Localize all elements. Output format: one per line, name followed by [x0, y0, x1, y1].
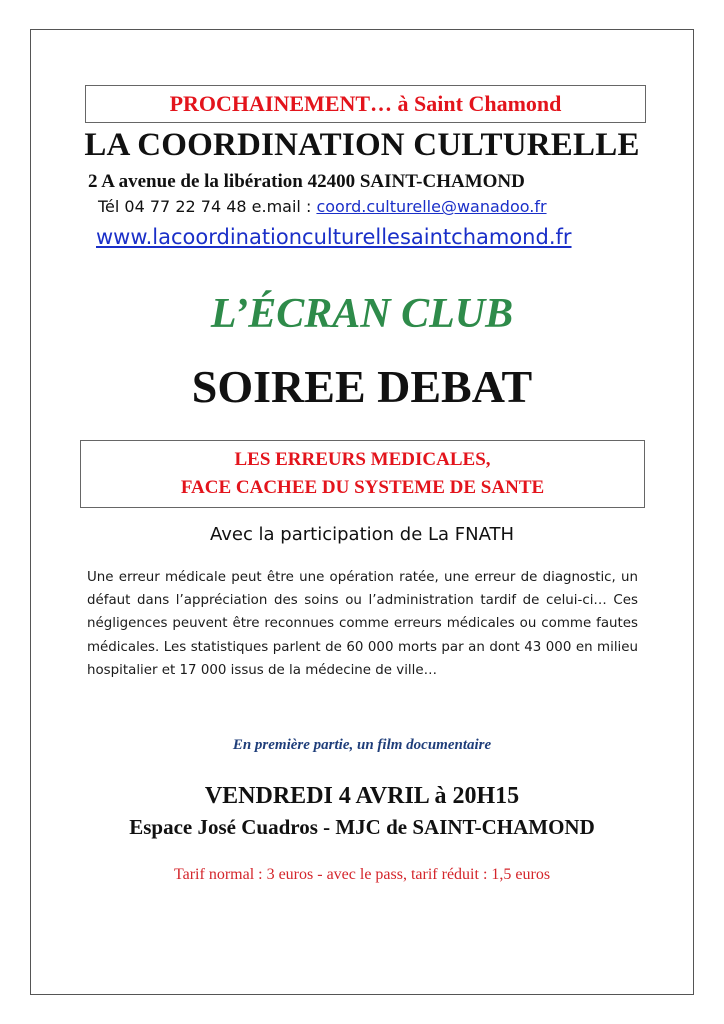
topic-box — [80, 440, 645, 508]
event-date: VENDREDI 4 AVRIL à 20H15 — [204, 783, 520, 809]
announcement-text: PROCHAINEMENT… à Saint Chamond — [169, 91, 562, 116]
topic-line-1: LES ERREURS MEDICALES, — [234, 449, 491, 470]
club-name: L’ÉCRAN CLUB — [210, 291, 514, 337]
organization-address: 2 A avenue de la libération 42400 SAINT-CHAMOND — [88, 171, 525, 192]
event-type-heading: SOIREE DEBAT — [191, 361, 533, 412]
contact-line — [98, 197, 547, 216]
organization-title: LA COORDINATION CULTURELLE — [84, 127, 640, 163]
topic-line-2: FACE CACHEE DU SYSTEME DE SANTE — [180, 477, 545, 498]
website-link[interactable]: www.lacoordinationculturellesaintchamond.fr — [96, 225, 572, 249]
event-venue: Espace José Cuadros - MJC de SAINT-CHAMOND — [129, 815, 595, 839]
email-link[interactable]: coord.culturelle@wanadoo.fr — [316, 197, 547, 216]
first-part-note: En première partie, un film documentaire — [232, 737, 492, 753]
event-description: Une erreur médicale peut être une opération ratée, une erreur de diagnostic, un défaut dans l’appréciation des soins ou l’administration tardif de celui-ci… Ces négligences peuvent être reconnues comme erreurs médicales ou comme fautes médicales. Les statistiques parlent de 60 000 morts par an dont 43 000 en milieu hospitalier et 17 000 issus de la médecine de ville… — [87, 570, 638, 678]
announcement-box — [85, 85, 646, 123]
participation-text: Avec la participation de La FNATH — [209, 524, 515, 545]
pricing-text: Tarif normal : 3 euros - avec le pass, tarif réduit : 1,5 euros — [173, 866, 551, 883]
phone-label: Tél 04 77 22 74 48 e.mail : — [98, 197, 317, 216]
website-line — [96, 225, 572, 249]
